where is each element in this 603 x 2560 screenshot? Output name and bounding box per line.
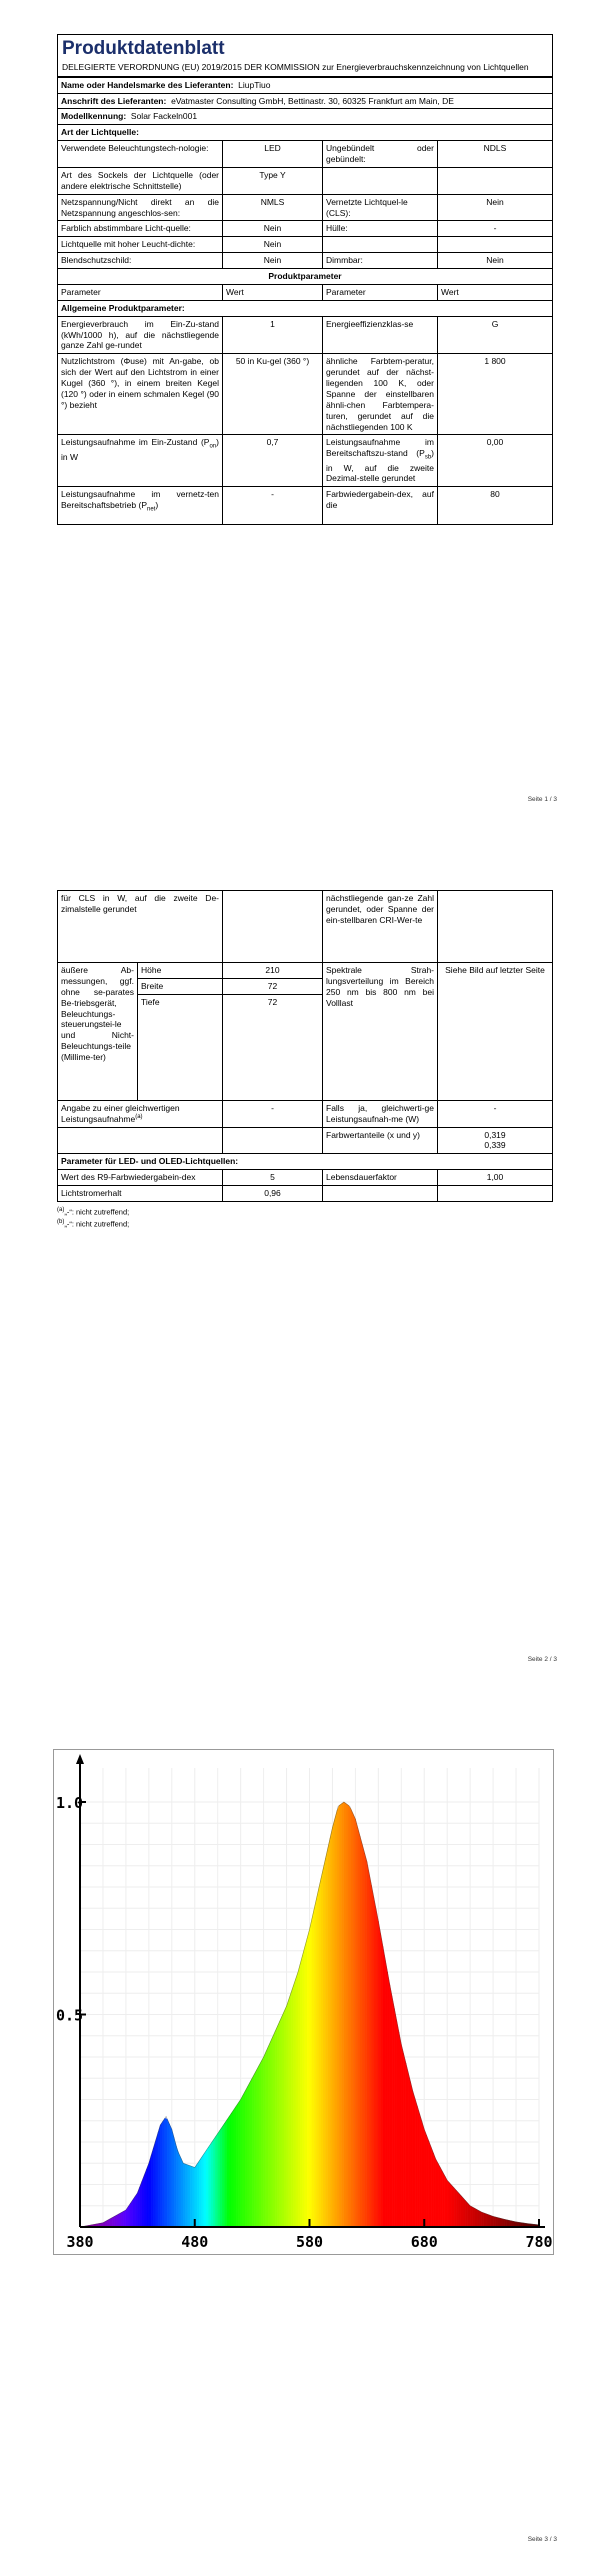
- spectrum-strip: [112, 2216, 114, 2227]
- spectrum-strip: [215, 2134, 217, 2228]
- page-1: [0, 0, 603, 810]
- socket-value: Type Y: [223, 167, 323, 194]
- spectrum-strip: [417, 2106, 419, 2227]
- column-header-row: [58, 284, 553, 300]
- height-value: 210: [223, 963, 323, 979]
- page-footer-1: Seite 1 / 3: [527, 796, 557, 803]
- spectrum-strip: [280, 2016, 282, 2227]
- page-footer-2: Seite 2 / 3: [527, 1656, 557, 1663]
- spectrum-strip: [360, 1836, 362, 2227]
- equivalent-power-label: Angabe zu einer gleichwertigen Leistungsaufnahme$^{(a)}$: [58, 1100, 223, 1127]
- datasheet-page-2: [57, 890, 553, 1230]
- spectrum-strip: [410, 2082, 412, 2227]
- x-tick-label: 580: [295, 2233, 324, 2251]
- spectrum-strip: [135, 2193, 137, 2227]
- spectrum-strip: [491, 2216, 493, 2227]
- x-tick-label: 780: [525, 2233, 553, 2251]
- spectrum-strip: [326, 1848, 328, 2227]
- spectrum-strip: [213, 2137, 215, 2227]
- spectrum-strip: [381, 1934, 383, 2227]
- spectrum-strip: [275, 2026, 277, 2227]
- spectrum-strip: [165, 2118, 167, 2227]
- on-power-value: 0,7: [223, 435, 323, 487]
- lifetime-label: Lebensdauerfaktor: [323, 1170, 438, 1186]
- spectrum-strip: [202, 2154, 204, 2227]
- spectrum-strip: [475, 2208, 477, 2227]
- cct-value: 1 800: [438, 354, 553, 435]
- datasheet-page-1: [57, 34, 553, 525]
- spectrum-strip: [204, 2151, 206, 2228]
- footnote-a: $^{(a)}$„-“: nicht zutreffend;: [57, 1206, 130, 1217]
- spectrum-strip: [339, 1804, 341, 2227]
- spectrum-strip: [218, 2130, 220, 2227]
- spectrum-strip: [369, 1873, 371, 2227]
- spectrum-strip: [222, 2123, 224, 2227]
- spectrum-strip: [140, 2181, 142, 2227]
- spectrum-strip: [351, 1809, 353, 2227]
- net-standby-continued: für CLS in W, auf die zweite De-zimalstelle gerundet: [58, 891, 223, 963]
- spectrum-strip: [137, 2187, 139, 2227]
- spectrum-strip: [236, 2103, 238, 2227]
- table-row: [58, 221, 553, 237]
- model-row: [58, 109, 553, 125]
- spectrum-strip: [438, 2163, 440, 2227]
- hull-label: Hülle:: [323, 221, 438, 237]
- spectrum-strip: [470, 2206, 472, 2227]
- value-col-2: Wert: [438, 284, 553, 300]
- spectrum-strip: [316, 1889, 318, 2227]
- chromaticity-value: 0,319 0,339: [438, 1127, 553, 1154]
- footnotes: [57, 1206, 553, 1230]
- general-header: Allgemeine Produktparameter:: [58, 300, 553, 316]
- param-col-1: Parameter: [58, 284, 223, 300]
- spectrum-strip: [337, 1805, 339, 2227]
- spectrum-strip: [459, 2193, 461, 2227]
- spectrum-strip: [355, 1819, 357, 2227]
- spectrum-strip: [436, 2159, 438, 2227]
- table-row: [58, 891, 553, 963]
- spectrum-strip: [160, 2122, 162, 2227]
- hull-value: -: [438, 221, 553, 237]
- spectrum-strip: [413, 2091, 415, 2227]
- page-footer-3: Seite 3 / 3: [527, 2536, 557, 2543]
- spectrum-strip: [502, 2219, 504, 2227]
- spectrum-strip: [174, 2138, 176, 2227]
- spectrum-strip: [449, 2183, 451, 2227]
- cri-label: Farbwiedergabein-dex, auf die: [323, 487, 438, 525]
- cri-continued: nächstliegende gan-ze Zahl gerundet, oder Spanne der ein-stellbaren CRI-Wer-te: [323, 891, 438, 963]
- glare-value: Nein: [223, 253, 323, 269]
- equivalent-power-w-label: Falls ja, gleichwerti-ge Leistungsaufnah-me (W): [323, 1100, 438, 1127]
- on-power-label: Leistungsaufnahme im Ein-Zustand $(P_{on})$ in W: [58, 435, 223, 487]
- spectrum-strip: [270, 2037, 272, 2227]
- spectrum-strip: [323, 1858, 325, 2227]
- spectrum-strip: [231, 2110, 233, 2227]
- spectrum-strip: [482, 2212, 484, 2227]
- spectrum-strip: [289, 1992, 291, 2227]
- spectrum-strip: [445, 2176, 447, 2227]
- spectrum-strip: [151, 2148, 153, 2227]
- table-row: [58, 253, 553, 269]
- table-row: [58, 316, 553, 354]
- spectrum-strip: [440, 2168, 442, 2228]
- spectrum-strip: [477, 2210, 479, 2227]
- spectrum-strip: [330, 1828, 332, 2228]
- spectrum-strip: [128, 2203, 130, 2227]
- spectrum-strip: [378, 1921, 380, 2227]
- net-standby-label: Leistungsaufnahme im vernetz-ten Bereitschaftsbetrieb $(P_{net})$: [58, 487, 223, 525]
- type-header: Art der Lichtquelle:: [58, 125, 553, 141]
- spectrum-strip: [225, 2120, 227, 2227]
- spectrum-strip: [163, 2118, 165, 2227]
- spectrum-strip: [376, 1909, 378, 2227]
- spectrum-strip: [332, 1819, 334, 2227]
- table-row: [58, 963, 553, 979]
- spectrum-strip: [181, 2158, 183, 2227]
- spectrum-strip: [199, 2157, 201, 2227]
- spectrum-strip: [142, 2175, 144, 2227]
- spectrum-strip: [312, 1909, 314, 2227]
- efficiency-class-value: G: [438, 316, 553, 354]
- spectrum-strip: [241, 2095, 243, 2227]
- spectrum-strip: [117, 2214, 119, 2227]
- spectrum-strip: [190, 2166, 192, 2227]
- spectrum-strip: [397, 2020, 399, 2227]
- spectrum-strip: [433, 2153, 435, 2227]
- spectrum-strip: [303, 1947, 305, 2228]
- page-title: Produktdatenblatt: [57, 34, 553, 61]
- value-col-1: Wert: [223, 284, 323, 300]
- supplier-label: Name oder Handelsmarke des Lieferanten:: [61, 79, 234, 90]
- table-row: [58, 435, 553, 487]
- spectrum-strip: [385, 1959, 387, 2227]
- standby-power-label: Leistungsaufnahme im Bereitschaftszu-stand $(P_{sb})$ in W, auf die zweite Dezimal-stelle gerundet: [323, 435, 438, 487]
- spectrum-strip: [486, 2214, 488, 2227]
- spectrum-strip: [305, 1938, 307, 2227]
- efficiency-class-label: Energieeffizienzklas-se: [323, 316, 438, 354]
- x-tick-label: 480: [181, 2233, 209, 2251]
- cls-label: Vernetzte Lichtquel-le (CLS):: [323, 194, 438, 221]
- spectrum-strip: [183, 2163, 185, 2227]
- spectrum-strip: [408, 2072, 410, 2227]
- spectrum-strip: [404, 2054, 406, 2227]
- spectrum-strip: [463, 2198, 465, 2227]
- color-tunable-value: Nein: [223, 221, 323, 237]
- spectrum-strip: [220, 2127, 222, 2227]
- standby-power-value: 0,00: [438, 435, 553, 487]
- spectrum-strip: [273, 2032, 275, 2228]
- x-tick-label: 680: [410, 2233, 438, 2251]
- table-row: [58, 354, 553, 435]
- spectrum-strip: [296, 1972, 298, 2227]
- continuation-table: [57, 890, 553, 1202]
- spectrum-strip: [234, 2106, 236, 2227]
- spectrum-strip: [466, 2201, 468, 2227]
- spectrum-strip: [291, 1986, 293, 2227]
- table-row: [58, 194, 553, 221]
- spectrum-strip: [266, 2047, 268, 2227]
- spectrum-strip: [472, 2207, 474, 2227]
- spectrum-strip: [167, 2119, 169, 2227]
- spectrum-strip: [328, 1838, 330, 2227]
- spectrum-strip: [197, 2161, 199, 2227]
- spectrum-strip: [257, 2066, 259, 2228]
- page-2: [0, 860, 603, 1670]
- dimensions-label: äußere Ab-messungen, ggf. ohne se-parates Be-triebsgerät, Beleuchtungs-steuerungstei-le und Nicht-Beleuchtungs-teile (Millime-ter): [58, 963, 138, 1101]
- general-header-row: [58, 300, 553, 316]
- table-row: [58, 1170, 553, 1186]
- spectrum-strip: [172, 2129, 174, 2227]
- spectrum-strip: [310, 1919, 312, 2227]
- supplier-value: LiupTiuo: [238, 79, 271, 90]
- socket-label: Art des Sockels der Lichtquelle (oder andere elektrische Schnittstelle): [58, 167, 223, 194]
- spectrum-strip: [349, 1805, 351, 2227]
- spectrum-strip: [264, 2052, 266, 2227]
- spectrum-strip: [119, 2213, 121, 2227]
- spectrum-strip: [422, 2122, 424, 2227]
- param-col-2: Parameter: [323, 284, 438, 300]
- params-header-row: [58, 269, 553, 285]
- equivalent-power-w-value: -: [438, 1100, 553, 1127]
- table-row: [58, 141, 553, 168]
- address-label: Anschrift des Lieferanten:: [61, 95, 167, 106]
- unbundled-value: NDLS: [438, 141, 553, 168]
- table-row: [58, 237, 553, 253]
- spectrum-strip: [153, 2140, 155, 2227]
- spectrum-strip: [319, 1879, 321, 2228]
- r9-label: Wert des R9-Farbwiedergabein-dex: [58, 1170, 223, 1186]
- spectrum-strip: [121, 2211, 123, 2227]
- spectrum-strip: [114, 2215, 116, 2227]
- type-header-row: [58, 125, 553, 141]
- spectrum-strip: [293, 1979, 295, 2227]
- spectrum-strip: [176, 2146, 178, 2227]
- depth-label: Tiefe: [138, 994, 223, 1100]
- spectrum-strip: [227, 2117, 229, 2228]
- spectrum-strip: [493, 2216, 495, 2227]
- spectrum-strip: [229, 2113, 231, 2227]
- unbundled-label: Ungebündelt oder gebündelt:: [323, 141, 438, 168]
- footnote-b: $^{(b)}$„-“: nicht zutreffend;: [57, 1218, 130, 1229]
- spectrum-strip: [314, 1899, 316, 2227]
- spectrum-strip: [144, 2169, 146, 2227]
- x-tick-label: 380: [66, 2233, 94, 2251]
- spectrum-strip: [401, 2044, 403, 2227]
- spectrum-strip: [259, 2061, 261, 2227]
- spectrum-strip: [362, 1845, 364, 2228]
- spectrum-strip: [399, 2032, 401, 2227]
- glare-label: Blendschutzschild:: [58, 253, 223, 269]
- spectrum-strip: [452, 2185, 454, 2227]
- spectrum-strip: [133, 2196, 135, 2227]
- spectrum-strip: [147, 2163, 149, 2227]
- spectrum-strip: [344, 1802, 346, 2227]
- cct-label: ähnliche Farbtem-peratur, gerundet auf der nächst-liegenden 100 K, oder Spanne der einstellbaren ähnli-chen Farbtempera-turen, gerundet auf die nächstliegenden 100 K: [323, 354, 438, 435]
- energy-label: Energieverbrauch im Ein-Zu-stand (kWh/1000 h), auf die nächstliegende ganze Zahl ge-rundet: [58, 316, 223, 354]
- spectrum-strip: [335, 1811, 337, 2228]
- spectrum-strip: [468, 2203, 470, 2227]
- spectrum-strip: [254, 2070, 256, 2227]
- lifetime-value: 1,00: [438, 1170, 553, 1186]
- spectrum-strip: [252, 2074, 254, 2227]
- model-value: Solar Fackeln001: [130, 111, 198, 122]
- spectrum-strip: [392, 1997, 394, 2227]
- table-row: [58, 487, 553, 525]
- table-row: [58, 1127, 553, 1154]
- cri-value: 80: [438, 487, 553, 525]
- spectrum-strip: [298, 1964, 300, 2228]
- depth-value: 72: [223, 994, 323, 1100]
- width-label: Breite: [138, 978, 223, 994]
- spectrum-strip: [149, 2156, 151, 2227]
- spectrum-strip: [188, 2165, 190, 2227]
- spectrum-strip: [461, 2196, 463, 2227]
- spectrum-strip: [454, 2188, 456, 2227]
- spectrum-strip: [124, 2210, 126, 2227]
- supplier-table: [57, 77, 553, 526]
- spectrum-strip: [427, 2135, 429, 2227]
- spectrum-strip: [431, 2147, 433, 2227]
- spectrum-strip: [211, 2140, 213, 2227]
- spectrum-strip: [489, 2215, 491, 2227]
- spectrum-strip: [195, 2164, 197, 2227]
- regulation-subtitle: DELEGIERTE VERORDNUNG (EU) 2019/2015 DER KOMMISSION zur Energieverbrauchskennzeichnung von Lichtquellen: [57, 61, 553, 77]
- spectrum-strip: [415, 2099, 417, 2227]
- params-header: Produktparameter: [58, 269, 553, 285]
- spectrum-strip: [346, 1804, 348, 2227]
- energy-value: 1: [223, 316, 323, 354]
- spectrum-strip: [383, 1947, 385, 2228]
- color-tunable-label: Farblich abstimmbare Licht-quelle:: [58, 221, 223, 237]
- spectrum-strip: [456, 2190, 458, 2227]
- spectrum-strip: [342, 1802, 344, 2227]
- spectrum-strip: [495, 2217, 497, 2227]
- tech-label: Verwendete Beleuchtungstech-nologie:: [58, 141, 223, 168]
- net-standby-value: -: [223, 487, 323, 525]
- spectrum-strip: [420, 2114, 422, 2227]
- spectrum-strip: [498, 2218, 500, 2227]
- spectrum-strip: [238, 2100, 240, 2228]
- spectrum-strip: [367, 1862, 369, 2228]
- model-label: Modellkennung:: [61, 111, 127, 122]
- spectrum-strip: [156, 2133, 158, 2227]
- spectrum-strip: [479, 2211, 481, 2227]
- spectrum-strip: [179, 2153, 181, 2227]
- tech-value: LED: [223, 141, 323, 168]
- spectrum-strip: [429, 2141, 431, 2227]
- spectrum-label: Spektrale Strah-lungsverteilung im Bereich 250 nm bis 800 nm bei Volllast: [323, 963, 438, 1101]
- spectrum-strip: [424, 2129, 426, 2227]
- address-value: eVatmaster Consulting GmbH, Bettinastr. 30, 60325 Frankfurt am Main, DE: [171, 95, 454, 106]
- r9-value: 5: [223, 1170, 323, 1186]
- spectrum-strip: [388, 1972, 390, 2227]
- y-tick-label: 0.5: [56, 2006, 84, 2025]
- flux-label: Nutzlichtstrom (Φuse) mit An-gabe, ob sich der Wert auf den Lichtstrom in einer Kugel (360 °), in einem breiten Kegel (120 °) oder in einem schmalen Kegel (90 °) bezieht: [58, 354, 223, 435]
- spectrum-strip: [243, 2091, 245, 2227]
- high-luminance-label: Lichtquelle mit hoher Leucht-dichte:: [58, 237, 223, 253]
- spectrum-strip: [307, 1930, 309, 2228]
- table-row: [58, 167, 553, 194]
- high-luminance-value: Nein: [223, 237, 323, 253]
- spectrum-strip: [130, 2200, 132, 2227]
- flux-value: 50 in Ku-gel (360 °): [223, 354, 323, 435]
- led-header: Parameter für LED- und OLED-Lichtquellen:: [58, 1154, 553, 1170]
- spectrum-strip: [277, 2021, 279, 2227]
- spectrum-strip: [500, 2218, 502, 2227]
- spectrum-strip: [390, 1985, 392, 2227]
- spectrum-strip: [365, 1853, 367, 2227]
- spectrum-chart-svg: [54, 1750, 553, 2254]
- spectrum-strip: [261, 2057, 263, 2227]
- width-value: 72: [223, 978, 323, 994]
- address-row: [58, 93, 553, 109]
- spectrum-strip: [321, 1868, 323, 2227]
- spectrum-strip: [158, 2125, 160, 2227]
- y-axis-arrow: [76, 1754, 84, 1764]
- supplier-row: [58, 77, 553, 93]
- spectrum-strip: [505, 2219, 507, 2227]
- spectrum-strip: [358, 1828, 360, 2228]
- equivalent-power-value: -: [223, 1100, 323, 1127]
- spectrum-strip: [287, 1999, 289, 2227]
- led-header-row: [58, 1154, 553, 1170]
- mains-label: Netzspannung/Nicht direkt an die Netzspannung angeschlos-sen:: [58, 194, 223, 221]
- table-row: [58, 1100, 553, 1127]
- table-row: [58, 1186, 553, 1202]
- spectrum-strip: [170, 2124, 172, 2227]
- dimmable-value: Nein: [438, 253, 553, 269]
- spectrum-strip: [245, 2087, 247, 2227]
- spectrum-strip: [374, 1897, 376, 2227]
- spectrum-strip: [443, 2172, 445, 2227]
- spectrum-strip: [206, 2147, 208, 2227]
- spectrum-strip: [394, 2009, 396, 2227]
- spectrum-strip: [507, 2220, 509, 2227]
- mains-value: NMLS: [223, 194, 323, 221]
- spectrum-strip: [484, 2213, 486, 2227]
- spectrum-strip: [406, 2063, 408, 2227]
- spectrum-strip: [353, 1814, 355, 2227]
- spectrum-strip: [300, 1955, 302, 2227]
- spectrum-strip: [186, 2164, 188, 2227]
- height-label: Höhe: [138, 963, 223, 979]
- chromaticity-label: Farbwertanteile (x und y): [323, 1127, 438, 1154]
- spectrum-strip: [250, 2078, 252, 2227]
- spectrum-strip: [248, 2083, 250, 2228]
- spectrum-strip: [209, 2144, 211, 2227]
- spectrum-strip: [284, 2006, 286, 2227]
- spectrum-strip: [192, 2167, 194, 2227]
- cls-value: Nein: [438, 194, 553, 221]
- spectrum-chart: [53, 1749, 554, 2255]
- maintenance-label: Lichtstromerhalt: [58, 1186, 223, 1202]
- spectrum-strip: [447, 2180, 449, 2227]
- dimmable-label: Dimmbar:: [323, 253, 438, 269]
- maintenance-value: 0,96: [223, 1186, 323, 1202]
- spectrum-strip: [282, 2011, 284, 2227]
- spectrum-strip: [268, 2042, 270, 2227]
- spectrum-value: Siehe Bild auf letzter Seite: [438, 963, 553, 1101]
- spectrum-strip: [371, 1885, 373, 2227]
- y-tick-label: 1.0: [56, 1794, 84, 1812]
